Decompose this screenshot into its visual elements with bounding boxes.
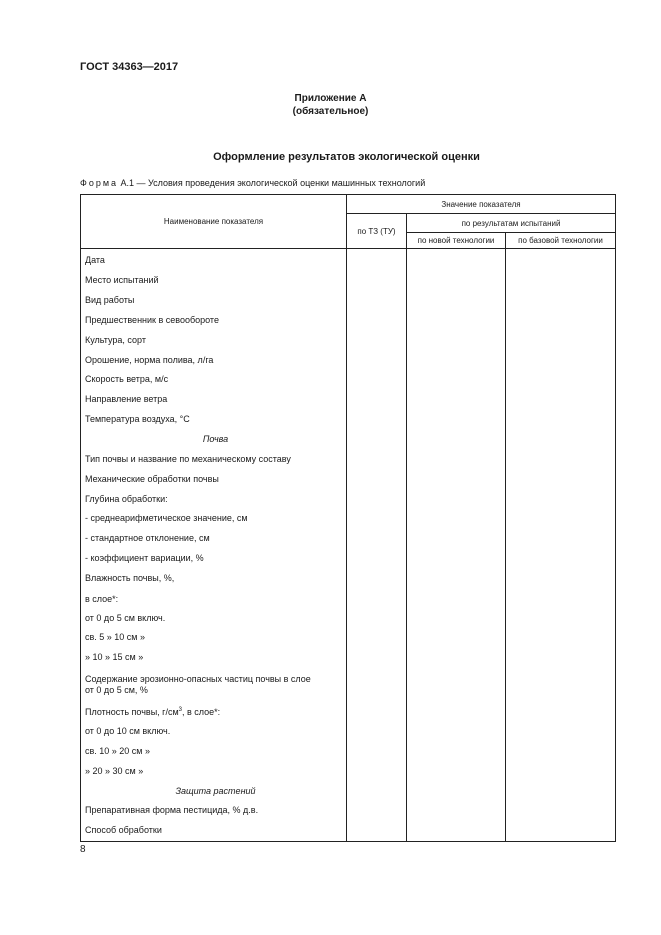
header-by-spec: по ТЗ (ТУ) <box>347 214 407 249</box>
table-row <box>81 509 616 529</box>
row-label: Культура, сорт <box>81 330 347 350</box>
header-base-technology: по базовой технологии <box>506 233 616 249</box>
row-label: » 20 » 30 см » <box>81 761 347 781</box>
row-label: в слое*: <box>81 588 347 608</box>
table-row <box>81 628 616 648</box>
row-label: от 0 до 10 см включ. <box>81 722 347 742</box>
table-row <box>81 311 616 331</box>
row-label: Глубина обработки: <box>81 489 347 509</box>
document-code: ГОСТ 34363—2017 <box>80 61 179 73</box>
table-row <box>81 821 616 841</box>
header-by-test-results: по результатам испытаний <box>407 214 616 233</box>
row-label: - стандартное отклонение, см <box>81 529 347 549</box>
table-row <box>81 350 616 370</box>
row-label: Направление ветра <box>81 390 347 410</box>
table-row <box>81 608 616 628</box>
table-row <box>81 668 616 702</box>
table-row <box>81 702 616 722</box>
conditions-table <box>80 194 616 842</box>
appendix-note: (обязательное) <box>292 106 369 117</box>
row-label: Орошение, норма полива, л/га <box>81 350 347 370</box>
row-label: Дата <box>81 249 347 271</box>
form-caption <box>80 178 425 188</box>
header-indicator-name: Наименование показателя <box>81 195 347 249</box>
table-row <box>81 722 616 742</box>
row-label: Предшественник в севообороте <box>81 311 347 331</box>
section-label-plant-protection: Защита растений <box>81 781 347 801</box>
row-label: Тип почвы и название по механическому составу <box>81 449 347 469</box>
page-number: 8 <box>80 844 86 855</box>
row-label: - коэффициент вариации, % <box>81 549 347 569</box>
header-new-technology: по новой технологии <box>407 233 506 249</box>
row-label: Вид работы <box>81 291 347 311</box>
table-row <box>81 330 616 350</box>
appendix-title: Приложение А <box>294 93 367 104</box>
table-row <box>81 529 616 549</box>
row-label-line: от 0 до 5 см, % <box>85 684 148 695</box>
row-label: св. 10 » 20 см » <box>81 741 347 761</box>
section-heading: Оформление результатов экологической оценки <box>213 151 480 163</box>
row-label: Температура воздуха, °С <box>81 410 347 430</box>
form-word: Форма <box>80 178 119 188</box>
table-row <box>81 781 616 801</box>
header-indicator-value: Значение показателя <box>347 195 616 214</box>
row-label: Влажность почвы, %, <box>81 569 347 589</box>
row-label: Способ обработки <box>81 821 347 841</box>
row-label: Место испытаний <box>81 271 347 291</box>
row-label: Препаративная форма пестицида, % д.в. <box>81 801 347 821</box>
row-label: » 10 » 15 см » <box>81 648 347 668</box>
row-label: - среднеарифметическое значение, см <box>81 509 347 529</box>
table-row <box>81 761 616 781</box>
row-label-density: Плотность почвы, $г/см^3$, в слое*: <box>81 702 347 722</box>
row-label: Механические обработки почвы <box>81 469 347 489</box>
table-row <box>81 291 616 311</box>
section-label-soil: Почва <box>81 430 347 450</box>
row-label: св. 5 » 10 см » <box>81 628 347 648</box>
row-label: от 0 до 5 см включ. <box>81 608 347 628</box>
form-caption-text: А.1 — Условия проведения экологической оценки машинных технологий <box>118 178 426 188</box>
row-label-multiline <box>81 668 347 702</box>
row-label: Скорость ветра, м/с <box>81 370 347 390</box>
table-row <box>81 549 616 569</box>
table-row <box>81 430 616 450</box>
table-row <box>81 390 616 410</box>
table-row <box>81 489 616 509</box>
table-row <box>81 271 616 291</box>
table-row <box>81 801 616 821</box>
table-row <box>81 741 616 761</box>
table-row <box>81 648 616 668</box>
table-row <box>81 410 616 430</box>
table-row <box>81 370 616 390</box>
table-row <box>81 569 616 589</box>
table-row <box>81 449 616 469</box>
table-row <box>81 588 616 608</box>
appendix-block <box>0 92 661 118</box>
table-row <box>81 469 616 489</box>
row-label-line: Содержание эрозионно-опасных частиц почвы в слое <box>85 673 311 684</box>
table-row <box>81 249 616 271</box>
